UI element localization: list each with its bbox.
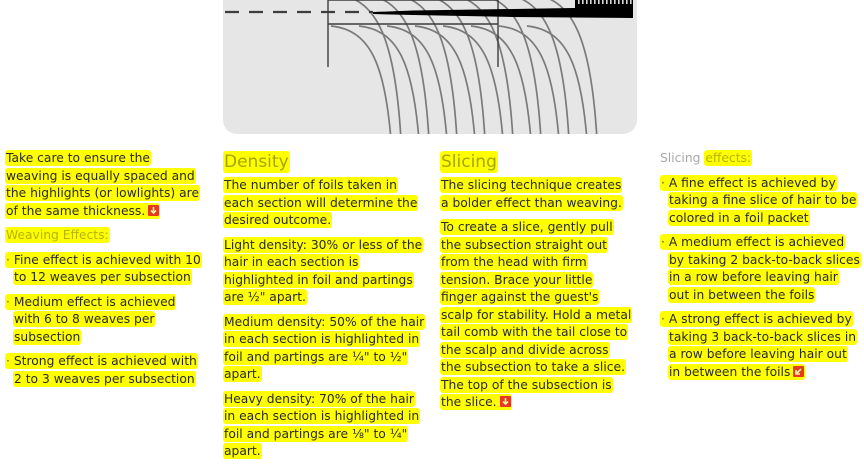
heavy-density-text: Heavy density: 70% of the hair in each section is highlighted in foil and partings are ⅛" to ¼" apart. [224,391,420,458]
slicing-effects-label-highlighted: effects: [705,151,752,165]
slicing-effect-fine: A fine effect is achieved by taking a fine slice of hair to be colored in a foil packet [668,175,857,225]
density-paragraph [223,391,428,461]
weaving-column [5,150,205,395]
comb-tooth-gap [630,0,632,4]
slicing-column [440,150,632,419]
weaving-effect-medium: Medium effect is achieved with 6 to 8 weaves per subsection [13,294,176,344]
slicing-heading-text: Slicing [441,152,497,172]
bullet: · [661,175,665,190]
density-paragraph [223,237,428,307]
light-density-text: Light density: 30% or less of the hair in each section is highlighted in foil and partings are ½" apart. [224,237,423,304]
slicing-paragraph [440,219,632,412]
slicing-instructions-text: To create a slice, gently pull the subsection straight out from the head with firm tension. Brace your little finger against the guest's scalp for stability. Hold a metal tail comb with the tail close to the scalp and divide across the subsection to take a slice. The top of the subsection is the slice. [441,220,632,409]
comb-tooth-gap [602,0,604,4]
comb-tooth-gap [606,0,608,4]
bullet: · [6,252,10,267]
weaving-effects-label-text: Weaving Effects: [6,228,109,242]
hair-strand [363,0,429,134]
bullet: · [661,312,665,326]
comb-tail [373,7,633,18]
comb-tooth-gap [578,0,580,4]
bullet: · [661,235,665,249]
hair-strand [391,0,457,134]
hair-strand [447,0,513,134]
density-column [223,150,428,468]
medium-density-text: Medium density: 50% of the hair in each section is highlighted in foil and partings are ¼" to ½" apart. [224,314,425,381]
hair-strand [503,0,569,134]
slicing-effects-label-muted: Slicing [660,151,701,165]
comb-tooth-gap [586,0,588,4]
density-intro-text: The number of foils taken in each section will determine the desired outcome. [224,178,418,227]
list-item [5,252,205,287]
comb-body [575,0,633,8]
comb-tooth-gap [610,0,612,4]
hair-strand [475,0,541,134]
comb-tooth-gap [622,0,624,4]
list-item [660,234,860,304]
weaving-effects-label [5,227,205,245]
weaving-intro [5,150,205,220]
slicing-paragraph [440,177,632,212]
arrow-down-icon[interactable] [148,205,159,216]
hair-strand [531,0,597,134]
slicing-intro-text: The slicing technique creates a bolder effect than weaving. [441,178,622,210]
weaving-effect-fine: Fine effect is achieved with 10 to 12 weaves per subsection [13,252,201,284]
weaving-intro-text: Take care to ensure the weaving is equally spaced and the highlights (or lowlights) are of the same thickness. [6,151,200,218]
comb-tooth-gap [582,0,584,4]
comb-tooth-gap [614,0,616,4]
foil-slicing-illustration [223,0,637,134]
density-paragraph [223,314,428,384]
slicing-effects-label [660,150,860,168]
density-paragraph [223,177,428,230]
hair-strand [331,26,391,134]
list-item [660,175,860,228]
comb-tooth-gap [590,0,592,4]
slicing-effect-strong: A strong effect is achieved by taking 3 back-to-back slices in a row before leaving hair out in between the foils [668,312,857,379]
comb-tooth-gap [594,0,596,4]
bullet: · [6,354,10,368]
slicing-effects-list [660,175,860,382]
comb-tooth-gap [626,0,628,4]
hair-strands [331,0,597,134]
slicing-effects-column [660,150,860,388]
illustration-canvas [223,0,637,134]
list-item [660,311,860,381]
bullet: · [6,294,10,309]
weaving-effects-list [5,252,205,389]
density-heading [223,152,428,172]
hair-strand [335,0,401,134]
hair-strand [419,0,485,134]
slicing-heading [440,152,632,172]
density-heading-text: Density [224,152,289,172]
comb-tooth-gap [618,0,620,4]
list-item [5,294,205,347]
comb-tooth-gap [598,0,600,4]
arrow-down-left-icon[interactable] [793,366,804,377]
slicing-effect-medium: A medium effect is achieved by taking 2 back-to-back slices in a row before leaving hair out in between the foils [668,235,860,302]
weaving-effect-strong: Strong effect is achieved with 2 to 3 weaves per subsection [13,354,197,386]
arrow-down-icon[interactable] [500,396,511,407]
list-item [5,353,205,388]
